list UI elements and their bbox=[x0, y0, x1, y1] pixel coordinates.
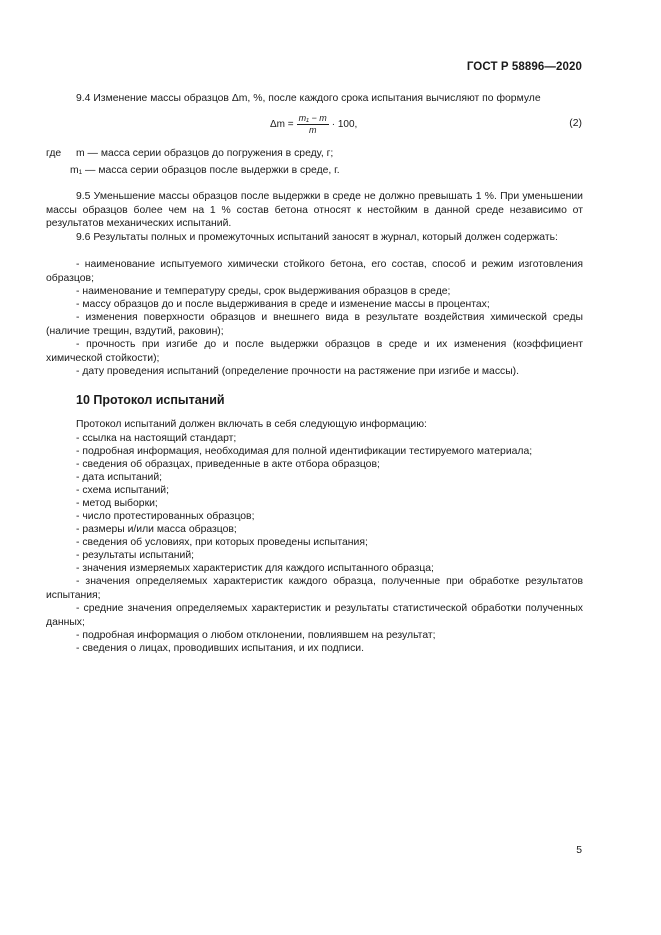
formula-denominator: m bbox=[308, 125, 317, 135]
list-item: - значения измеряемых характеристик для каждого испытанного образца; bbox=[76, 563, 434, 574]
where-label: где bbox=[46, 148, 62, 159]
list-item: - значения определяемых характеристик каждого образца, полученные при обработке результатов испытания; bbox=[46, 576, 583, 601]
formula-rhs: · 100, bbox=[331, 119, 358, 130]
formula-number: (2) bbox=[569, 118, 582, 129]
list-item: - ссылка на настоящий стандарт; bbox=[76, 433, 237, 444]
list-item: - схема испытаний; bbox=[76, 485, 169, 496]
list-item: - изменения поверхности образцов и внешнего вида в результате воздействия химической среды (наличие трещин, вздутий, раковин); bbox=[46, 312, 583, 337]
list-item: - средние значения определяемых характеристик и результаты статистической обработки полученных данных; bbox=[46, 603, 583, 628]
page-number: 5 bbox=[576, 845, 582, 856]
formula bbox=[270, 113, 357, 136]
list-item: - массу образцов до и после выдерживания в среде и изменение массы в процентах; bbox=[76, 299, 490, 310]
list-item: - размеры и/или масса образцов; bbox=[76, 524, 237, 535]
list-item: - подробная информация о любом отклонении, повлиявшем на результат; bbox=[76, 630, 436, 641]
document-code: ГОСТ Р 58896—2020 bbox=[466, 61, 582, 73]
definition-m1: m₁ — масса серии образцов после выдержки в среде, г. bbox=[70, 165, 340, 176]
list-item: - метод выборки; bbox=[76, 498, 158, 509]
list-item: - число протестированных образцов; bbox=[76, 511, 255, 522]
section-intro: Протокол испытаний должен включать в себя следующую информацию: bbox=[76, 419, 427, 430]
paragraph-9-5: 9.5 Уменьшение массы образцов после выдержки в среде не должно превышать 1 %. При уменьшении массы образцов более чем на 1 % состав бетона относят к нестойким в данной среде независимо от результатов механических испытаний. bbox=[46, 191, 583, 230]
formula-lhs: Δm = bbox=[270, 119, 294, 130]
list-item: - сведения об образцах, приведенные в акте отбора образцов; bbox=[76, 459, 380, 470]
list-item: - прочность при изгибе до и после выдержки образцов в среде и их изменения (коэффициент химической стойкости); bbox=[46, 339, 583, 364]
definition-m: m — масса серии образцов до погружения в среду, г; bbox=[76, 148, 334, 159]
list-item: - дата испытаний; bbox=[76, 472, 163, 483]
formula-fraction bbox=[297, 113, 329, 136]
paragraph-9-4: 9.4 Изменение массы образцов Δm, %, после каждого срока испытания вычисляют по формуле bbox=[76, 93, 541, 104]
section-title: 10 Протокол испытаний bbox=[76, 393, 225, 407]
list-item: - наименование и температуру среды, срок выдерживания образцов в среде; bbox=[76, 286, 451, 297]
list-item: - сведения об условиях, при которых проведены испытания; bbox=[76, 537, 368, 548]
list-item: - наименование испытуемого химически стойкого бетона, его состав, способ и режим изготовления образцов; bbox=[46, 259, 583, 284]
list-item: - дату проведения испытаний (определение прочности на растяжение при изгибе и массы). bbox=[76, 366, 520, 377]
list-item: - сведения о лицах, проводивших испытания, и их подписи. bbox=[76, 643, 364, 654]
list-item: - подробная информация, необходимая для полной идентификации тестируемого материала; bbox=[76, 446, 533, 457]
formula-numerator: m₁ − m bbox=[298, 113, 327, 123]
paragraph-9-6: 9.6 Результаты полных и промежуточных испытаний заносят в журнал, который должен содержать: bbox=[76, 232, 558, 243]
list-item: - результаты испытаний; bbox=[76, 550, 195, 561]
